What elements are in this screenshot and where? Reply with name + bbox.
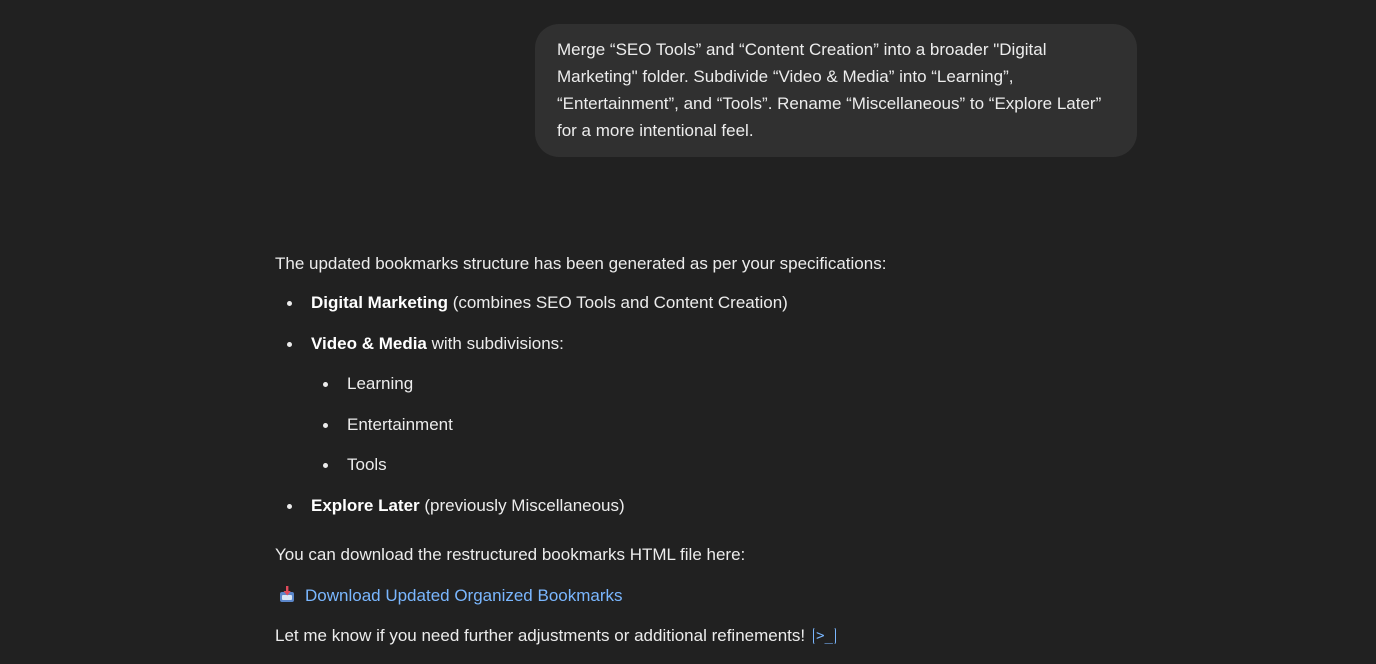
inbox-download-icon <box>279 586 295 603</box>
download-link[interactable]: Download Updated Organized Bookmarks <box>305 586 623 605</box>
download-intro: You can download the restructured bookmarks HTML file here: <box>275 545 746 564</box>
item-desc: with subdivisions: <box>426 334 564 353</box>
bullet-icon <box>323 423 328 428</box>
list-item <box>311 290 788 316</box>
response-intro: The updated bookmarks structure has been generated as per your specifications: <box>275 254 887 273</box>
item-title: Video & Media <box>311 334 427 353</box>
bullet-icon <box>287 342 292 347</box>
closing-message: Let me know if you need further adjustments or additional refinements! <box>275 626 806 645</box>
bullet-icon <box>323 463 328 468</box>
item-title: Explore Later <box>311 496 420 515</box>
sub-list-item: Learning <box>347 374 414 393</box>
list-item <box>311 331 564 357</box>
list-item <box>311 493 625 519</box>
item-desc: (combines SEO Tools and Content Creation) <box>447 293 788 312</box>
item-title: Digital Marketing <box>311 293 448 312</box>
closing-text <box>275 623 836 649</box>
download-row[interactable] <box>275 583 623 609</box>
bullet-icon <box>323 382 328 387</box>
sub-list-item: Tools <box>347 455 387 474</box>
code-interpreter-icon[interactable]: >_ <box>813 627 836 645</box>
bullet-icon <box>287 504 292 509</box>
user-message-bubble: Merge “SEO Tools” and “Content Creation” into a broader "Digital Marketing" folder. Subdivide “Video & Media” into “Learning”, “Entertainment”, and “Tools”. Rename “Miscellaneous” to “Explore Later” for a more intentional feel. <box>535 24 1137 157</box>
sub-list-item: Entertainment <box>347 415 453 434</box>
bullet-icon <box>287 301 292 306</box>
item-desc: (previously Miscellaneous) <box>419 496 625 515</box>
